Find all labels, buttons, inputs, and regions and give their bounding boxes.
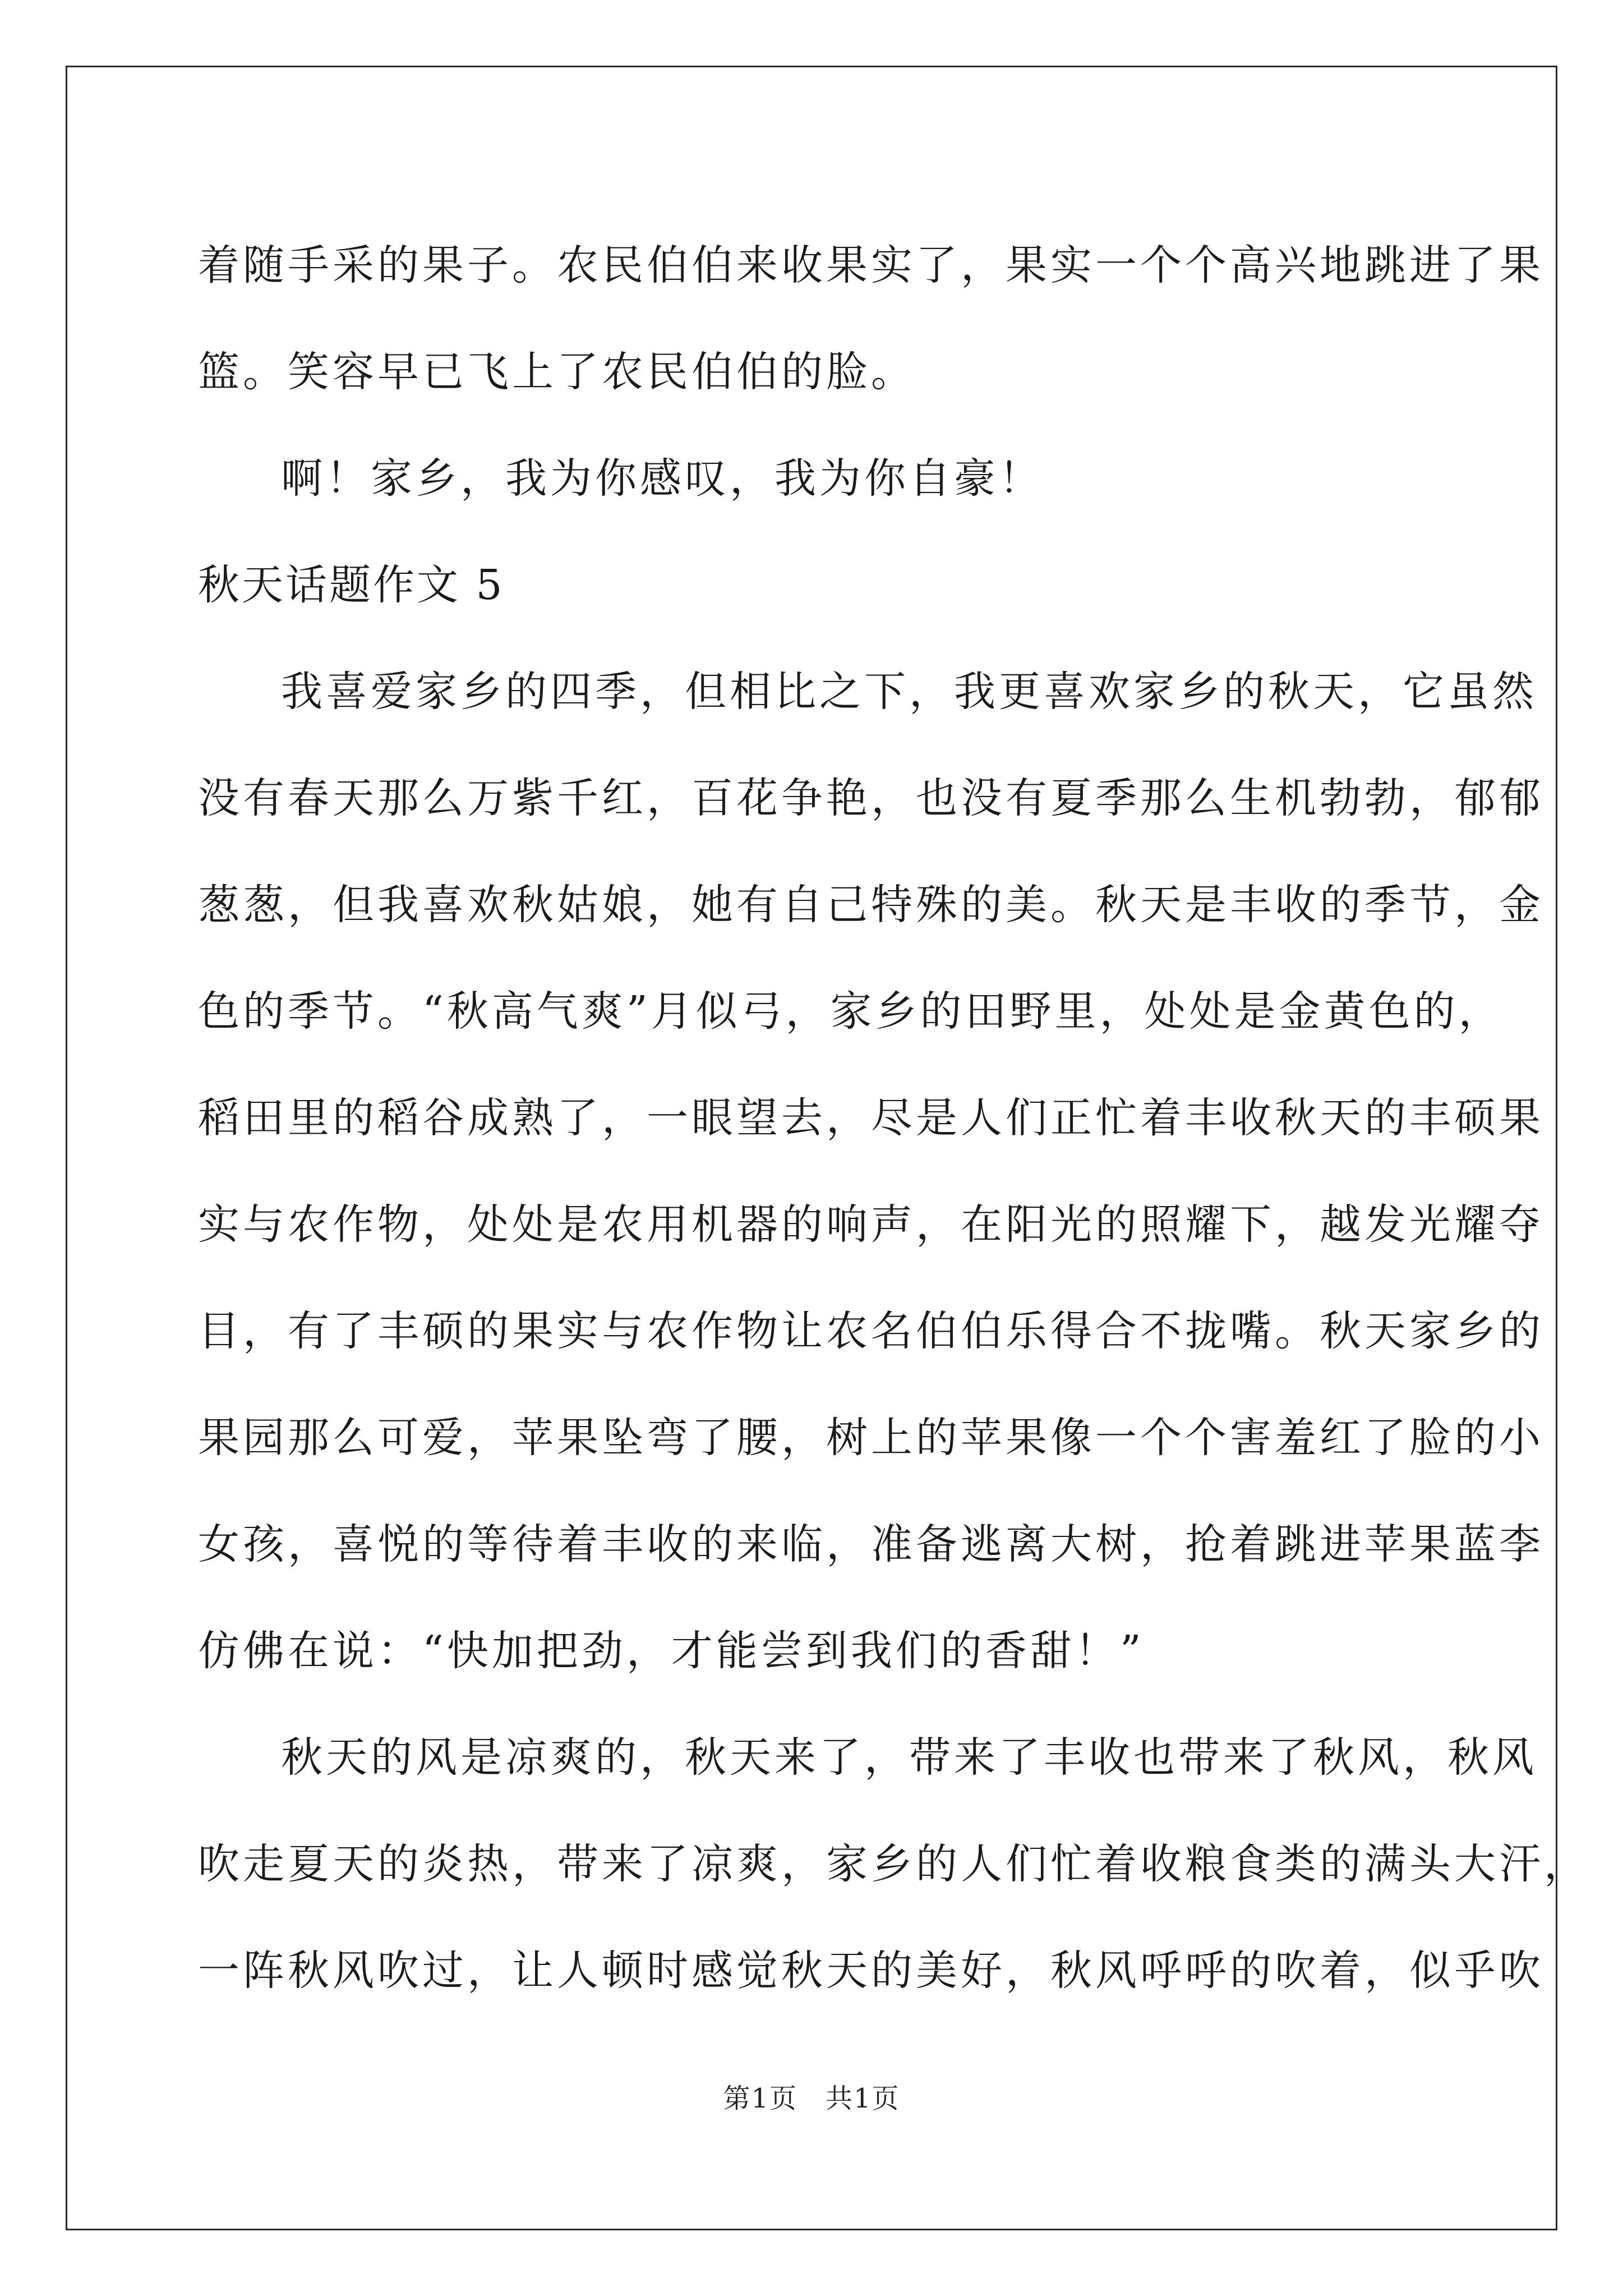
text-line: 着随手采的果子。农民伯伯来收果实了，果实一个个高兴地跳进了果 [198, 241, 1544, 289]
text-line: 女孩，喜悦的等待着丰收的来临，准备逃离大树，抢着跳进苹果蓝李 [198, 1520, 1544, 1568]
text-line: 稻田里的稻谷成熟了，一眼望去，尽是人们正忙着丰收秋天的丰硕果 [198, 1094, 1544, 1142]
text-line: 果园那么可爱，苹果坠弯了腰，树上的苹果像一个个害羞红了脸的小 [198, 1414, 1544, 1462]
text-line: 仿佛在说：“快加把劲，才能尝到我们的香甜！” [198, 1627, 1145, 1675]
text-line: 没有春天那么万紫千红，百花争艳，也没有夏季那么生机勃勃，郁郁 [198, 774, 1544, 822]
document-body [198, 212, 1589, 2024]
page-number-footer: 第1页 共1页 [723, 2083, 900, 2114]
text-line: 我喜爱家乡的四季，但相比之下，我更喜欢家乡的秋天，它虽然 [281, 668, 1537, 716]
text-line: 吹走夏天的炎热，带来了凉爽，家乡的人们忙着收粮食类的满头大汗， [198, 1840, 1589, 1888]
text-line: 啊！家乡，我为你感叹，我为你自豪！ [281, 454, 1044, 503]
section-heading: 秋天话题作文 5 [198, 561, 505, 609]
text-line: 篮。笑容早已飞上了农民伯伯的脸。 [198, 348, 916, 396]
text-line: 一阵秋风吹过，让人顿时感觉秋天的美好，秋风呼呼的吹着，似乎吹 [198, 1947, 1544, 1995]
text-line: 秋天的风是凉爽的，秋天来了，带来了丰收也带来了秋风，秋风 [281, 1733, 1537, 1782]
text-line: 色的季节。“秋高气爽”月似弓，家乡的田野里，处处是金黄色的， [198, 987, 1504, 1036]
text-line: 实与农作物，处处是农用机器的响声，在阳光的照耀下，越发光耀夺 [198, 1200, 1544, 1249]
text-line: 葱葱，但我喜欢秋姑娘，她有自己特殊的美。秋天是丰收的季节，金 [198, 881, 1544, 929]
text-line: 目，有了丰硕的果实与农作物让农名伯伯乐得合不拢嘴。秋天家乡的 [198, 1307, 1544, 1355]
